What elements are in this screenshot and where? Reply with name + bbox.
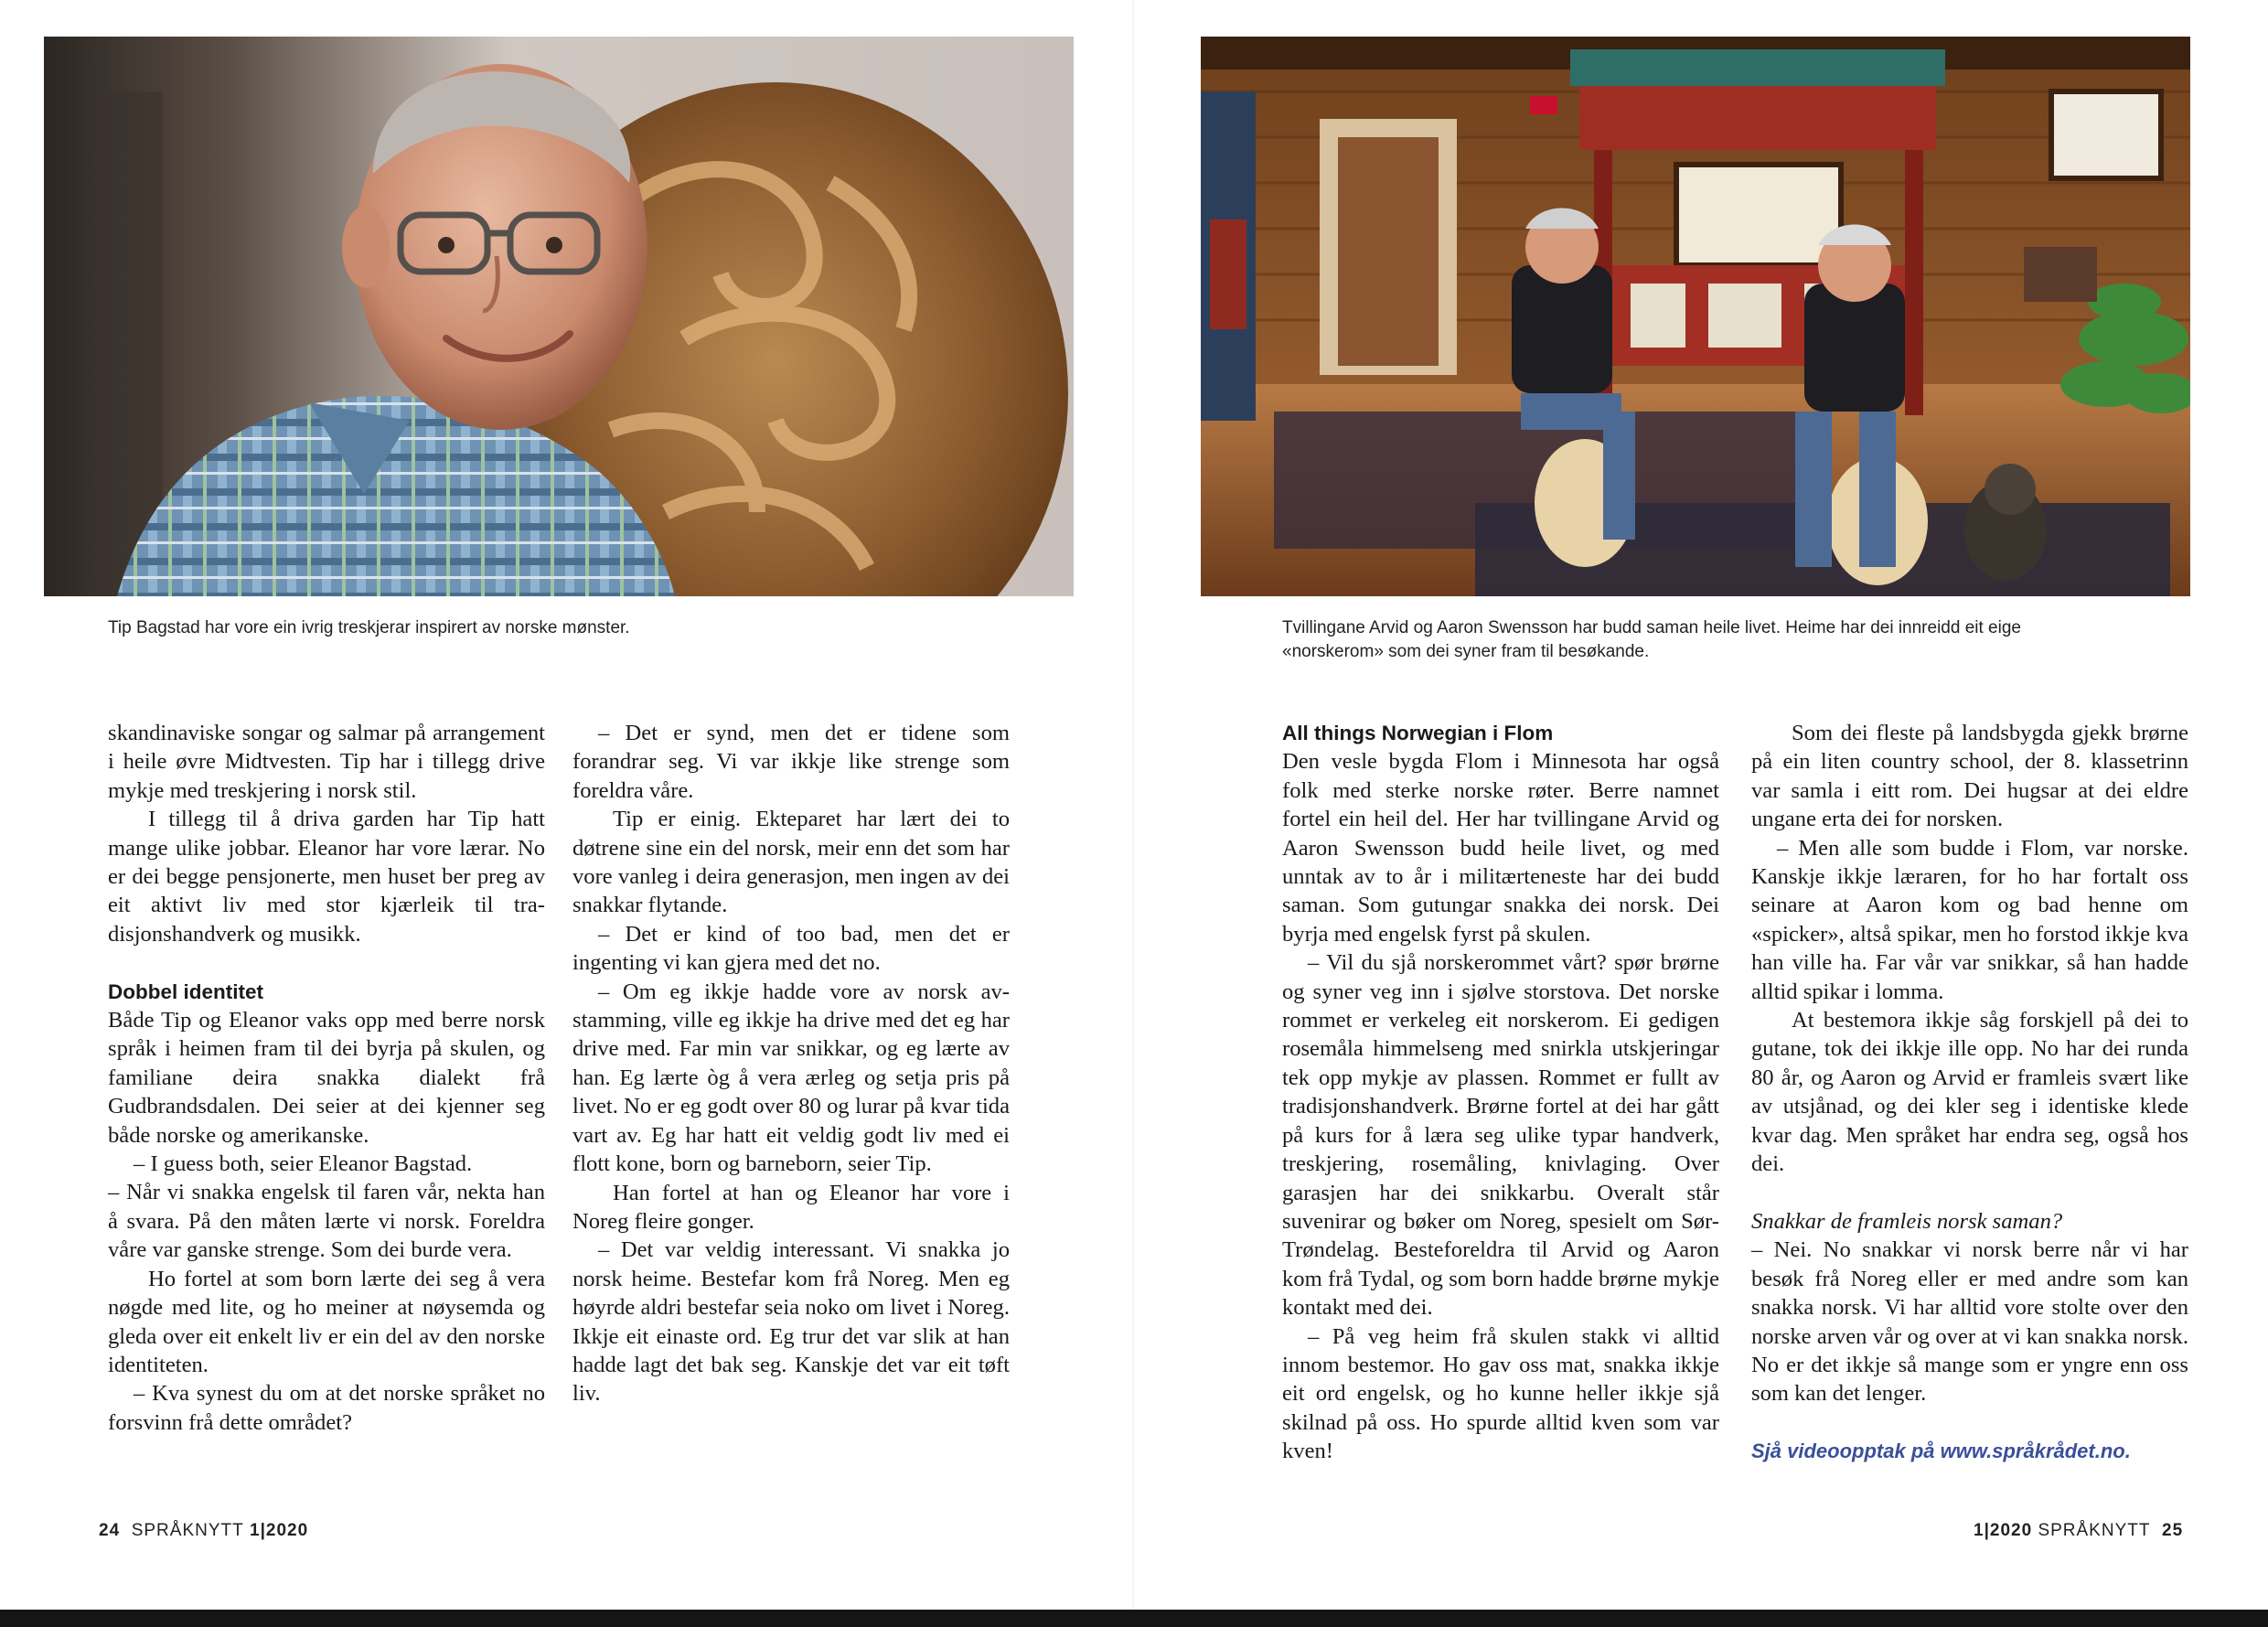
caption-line: Tvillingane Arvid og Aaron Swensson har budd saman heile livet. Heime har dei innreidd eit eige xyxy=(1282,618,2021,637)
video-link[interactable]: Sjå videoopptak på www.språkrådet.no. xyxy=(1751,1440,2131,1463)
paragraph: – Men alle som budde i Flom, var norske. Kanskje ikkje læraren, for ho har fortalt oss seinare at Aaron kom og bad henne om «spicker», altså spikar, men ho forstod ikkje kva han ville ha. Far vår var snikkar, så han hadde alltid spikar i lomma. xyxy=(1751,835,2188,1004)
section-heading: All things Norwegian i Flom xyxy=(1282,722,1554,744)
photo-caption-right xyxy=(1282,616,2178,664)
left-page-column-1 xyxy=(108,719,545,1437)
portrait-photo xyxy=(44,37,1074,596)
paragraph: Både Tip og Eleanor vaks opp med berre norsk språk i heimen fram til dei byrja på skulen, og familiane deira snakka dialekt frå Gudbrandsdalen. Dei seier at dei kjenner seg både norske og amerikanske. xyxy=(108,1008,545,1148)
bottom-edge-bar xyxy=(0,1610,2268,1627)
paragraph: Ho fortel at som born lærte dei seg å vera nøgde med lite, og ho meiner at nøysemda og gleda over eit enkelt liv er ein del av den norske identiteten. xyxy=(108,1266,545,1377)
paragraph: – Det var veldig interessant. Vi snakka jo norsk heime. Bestefar kom frå Noreg. Men eg høyrde aldri bestefar seia noko om livet i Noreg. Ikkje eit einaste ord. Eg trur det var slik at han hadde lagt det bak seg. Kanskje det var eit tøft liv. xyxy=(572,1237,1010,1407)
paragraph: Den vesle bygda Flom i Minnesota har også folk med sterke norske røter. Berre namnet fortel ein heil del. Her har tvillingane Arvid og Aaron Swensson budd heile livet, og med unntak av to år i militærteneste har dei budd saman. Som gutungar snakka dei norsk. Dei byrja med engelsk fyrst på skulen. xyxy=(1282,749,1719,947)
issue-number: 1|2020 xyxy=(250,1521,309,1540)
right-page-column-1 xyxy=(1282,719,1719,1466)
page-number: 24 xyxy=(99,1521,121,1540)
page-number: 25 xyxy=(2162,1521,2184,1540)
paragraph: – Om eg ikkje hadde vore av norsk avstamming, ville eg ikkje ha drive med det eg har drive med. Far min var snikkar, og eg lærte av han. Eg lærte òg å vera ærleg og setja pris på livet. No er eg godt over 80 og lurar på kvar tida vart av. Eg har hatt eit veldig godt liv med ei flott kone, born og barneborn, seier Tip. xyxy=(572,979,1010,1177)
portrait-photo-illustration xyxy=(44,37,1074,596)
paragraph: – Vil du sjå norskerommet vårt? spør brørne og syner veg inn i sjølve storstova. Det norske rommet er verkeleg eit norskerom. Ei gedigen rosemåla himmelseng med snirkla utskjeringar tek opp mykje av plassen. Rommet er fullt av tradisjonshandverk. Brørne fortel at dei har gått på kurs for å læra seg ulike typar handverk, treskjering, rosemåling, knivlaging. Over garasjen har dei snikkarbu. Overalt står suvenirar og bøker om Noreg, spesielt om Sør-Trøndelag. Besteforeldra til Arvid og Aaron kom frå Tydal, og som born hadde brørne mykje kontakt med dei. xyxy=(1282,950,1719,1321)
issue-number: 1|2020 xyxy=(1974,1521,2033,1540)
twins-photo-illustration xyxy=(1201,37,2190,596)
paragraph: Som dei fleste på landsbygda gjekk brørne på ein liten country school, der 8. klassetrinn var samla i eitt rom. Dei hugsar at dei eldre ungane erta dei for norsken. xyxy=(1751,721,2188,832)
paragraph: – Det er synd, men det er tidene som forandrar seg. Vi var ikkje like strenge som foreldra våre. xyxy=(572,721,1010,803)
paragraph: skandinaviske songar og salmar på arrangement i heile øvre Midtvesten. Tip har i tillegg drive mykje med treskjering i norsk stil. xyxy=(108,721,545,803)
paragraph: – I guess both, seier Eleanor Bagstad. xyxy=(134,1151,473,1177)
paragraph: – Kva synest du om at det norske språket no forsvinn frå dette området? xyxy=(108,1381,545,1435)
paragraph: – Det er kind of too bad, men det er ingenting vi kan gjera med det no. xyxy=(572,921,1010,976)
paragraph: At bestemora ikkje såg forskjell på dei to gutane, tok dei ikkje ille opp. No har dei runda 80 år, og Aaron og Arvid er framleis svært like av utsjånad, og dei kler seg i identiske klede kvar dag. Men språket har endra seg, også hos dei. xyxy=(1751,1008,2188,1177)
paragraph: – Nei. No snakkar vi norsk berre når vi har besøk frå Noreg eller er med andre som kan snakka norsk. Vi har alltid vore stolte over den norske arven vår og over at vi kan snakka norsk. No er det ikkje så mange som er yngre enn oss som kan det lenger. xyxy=(1751,1237,2188,1407)
magazine-name: SPRÅKNYTT xyxy=(131,1521,244,1540)
right-page-column-2 xyxy=(1751,719,2188,1466)
paragraph: Tip er einig. Ekteparet har lært dei to døtrene sine ein del norsk, meir enn det som har vore vanleg i deira generasjon, men ingen av dei snakkar flytande. xyxy=(572,807,1010,918)
twins-living-room-photo xyxy=(1201,37,2190,596)
interview-question: Snakkar de framleis norsk saman? xyxy=(1751,1208,2063,1234)
paragraph: I tillegg til å driva garden har Tip hatt mange ulike jobbar. Eleanor har vore lærar. No er dei begge pensjonerte, men huset ber preg av eit aktivt liv med stor kjærleik til tradisjonshandverk og musikk. xyxy=(108,807,545,947)
paragraph: – Når vi snakka engelsk til faren vår, nekta han å svara. På den måten lærte vi norsk. Foreldra våre var ganske strenge. Som dei burde vera. xyxy=(108,1180,545,1263)
left-page xyxy=(0,0,1134,1610)
caption-line: «norskerom» som dei syner fram til besøkande. xyxy=(1282,642,1650,661)
paragraph: Han fortel at han og Eleanor har vore i Noreg fleire gonger. xyxy=(572,1180,1010,1234)
section-heading: Dobbel identitet xyxy=(108,979,263,1003)
photo-caption-left: Tip Bagstad har vore ein ivrig treskjerar inspirert av norske mønster. xyxy=(108,618,630,637)
left-page-column-2 xyxy=(572,719,1010,1408)
paragraph: – På veg heim frå skulen stakk vi alltid innom bestemor. Ho gav oss mat, snakka ikkje eit ord engelsk, og ho kunne heller ikkje sjå skilnad på oss. Ho spurde alltid kven som var kven! xyxy=(1282,1323,1719,1464)
page-folio-left xyxy=(99,1521,308,1541)
magazine-name: SPRÅKNYTT xyxy=(2038,1521,2151,1540)
